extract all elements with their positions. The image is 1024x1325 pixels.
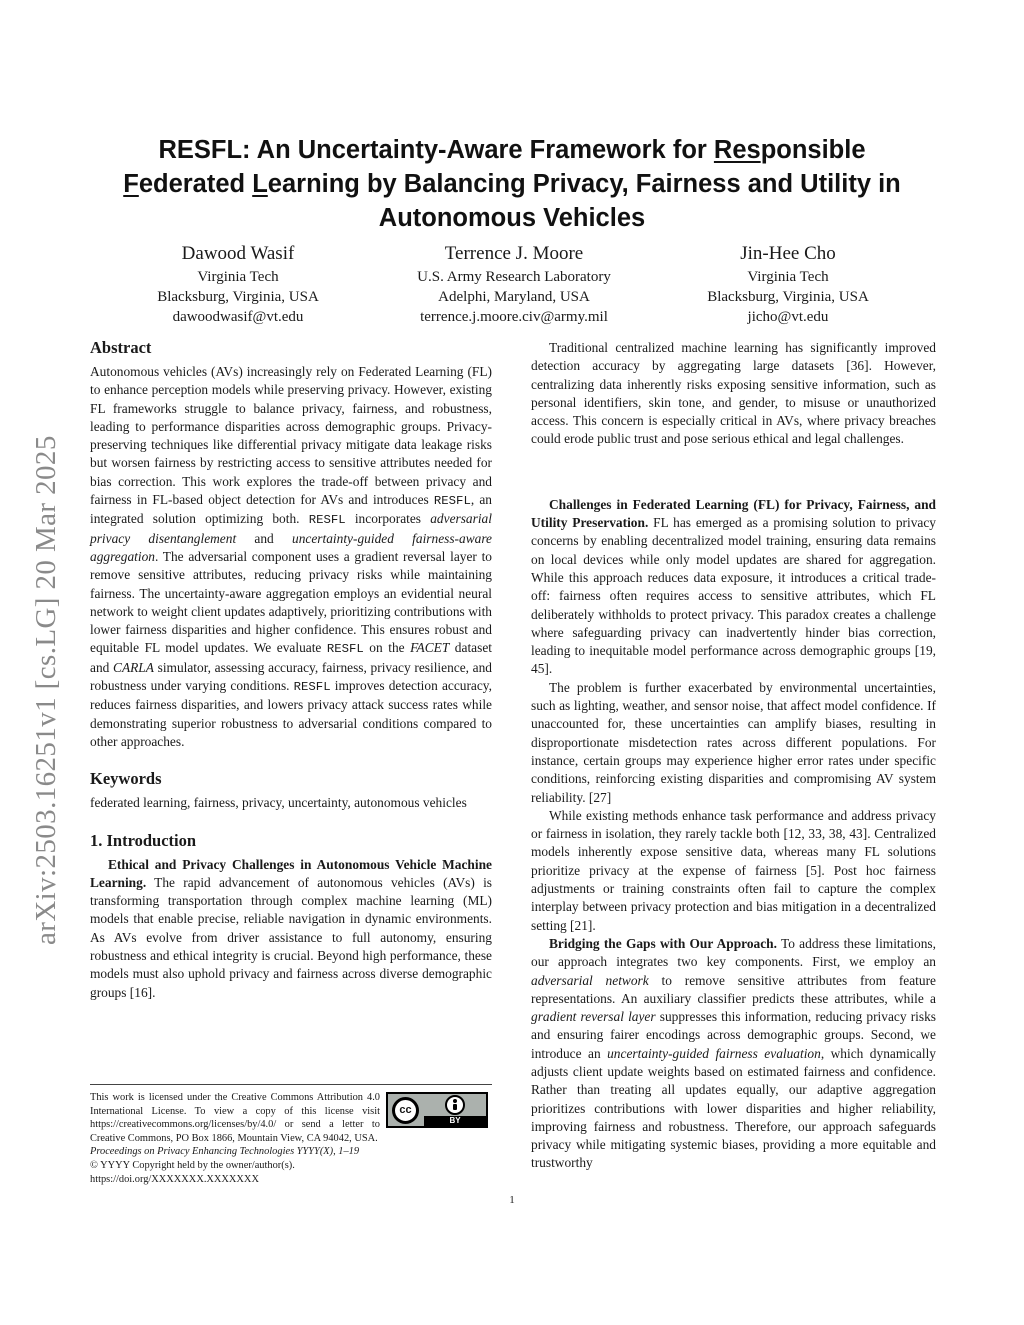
author-name: Jin-Hee Cho xyxy=(740,243,836,264)
author-location: Adelphi, Maryland, USA xyxy=(438,289,590,305)
left-column xyxy=(90,337,492,1002)
doi-link[interactable]: https://doi.org/XXXXXXX.XXXXXXX xyxy=(90,1173,259,1185)
arxiv-identifier: arXiv:2503.16251v1 [cs.LG] 20 Mar 2025 xyxy=(30,435,62,945)
abstract-heading: Abstract xyxy=(90,338,152,357)
author-affiliation: U.S. Army Research Laboratory xyxy=(417,269,611,285)
proceedings: Proceedings on Privacy Enhancing Technologies YYYY(X), 1–19 xyxy=(90,1146,360,1158)
abstract-text: Autonomous vehicles (AVs) increasingly rely on Federated Learning (FL) to enhance perception models while preserving privacy. However, existing FL frameworks struggle to balance privacy, fairness, and robustness, leading to performance disparities across demographic groups. Privacy-preserving techniques like differential privacy mitigate data leakage risks but worsen fairness by restricting access to sensitive attributes needed for bias correction. This work explores the trade-off between privacy and fairness in FL-based object detection for AVs and introduces RESFL, an integrated solution optimizing both. RESFL incorporates adversarial privacy disentanglement and uncertainty-guided fairness-aware aggregation. The adversarial component uses a gradient reversal layer to remove sensitive attributes, reducing privacy risks while maintaining fairness. The uncertainty-aware aggregation employs an evidential neural network to weight client updates adaptively, prioritizing contributions with lower fairness disparities and higher confidence. This ensures robust and equitable FL model updates. We evaluate RESFL on the FACET dataset and CARLA simulator, assessing accuracy, fairness, privacy resilience, and robustness under varying conditions. RESFL improves detection accuracy, reduces fairness disparities, and lowers privacy attack success rates while demonstrating superior robustness to adversarial conditions compared to other approaches. xyxy=(90,364,493,749)
author-name: Terrence J. Moore xyxy=(444,243,584,264)
copyright: © YYYY Copyright held by the owner/author(s). xyxy=(90,1159,295,1171)
author-block xyxy=(364,241,664,327)
author-location: Blacksburg, Virginia, USA xyxy=(707,289,869,305)
keywords-text: federated learning, fairness, privacy, uncertainty, autonomous vehicles xyxy=(90,795,467,811)
author-block xyxy=(88,241,388,327)
body-paragraph: While existing methods enhance task performance and address privacy or fairness in isolation, they rarely tackle both [12, 33, 38, 43]. Centralized models inherently expose sensitive data, whereas many FL solutions prioritize privacy at the expense of fairness [5]. Post hoc fairness adjustments or training constraints often fail to capture the complex interplay between privacy protection and bias mitigation in a decentralized setting [21]. xyxy=(531,807,936,933)
person-icon xyxy=(445,1095,465,1115)
author-name: Dawood Wasif xyxy=(181,243,295,264)
cc-by-badge-icon xyxy=(386,1092,488,1128)
body-paragraph: The problem is further exacerbated by environmental uncertainties, such as lighting, weather, and sensor noise, that affect model confidence. If unaccounted for, these uncertainties can amplify biases, resulting in disproportionate misdetection rates across different populations. For instance, certain groups may experience higher error rates under specific conditions, reinforcing existing disparities and compromising AV system reliability. [27] xyxy=(531,679,936,805)
author-affiliation: Virginia Tech xyxy=(747,269,829,285)
license-text: This work is licensed under the Creative Commons Attribution 4.0 International License. To view a copy of this license visit https://creativecommons.org/licenses/by/4.0/ or send a letter to Creative Commons, PO Box 1866, Mountain View, CA 94042, USA. xyxy=(90,1092,380,1144)
body-paragraph: Bridging the Gaps with Our Approach. To address these limitations, our approach integrates two key components. First, we employ an adversarial network to remove sensitive attributes from feature representations. An auxiliary classifier predicts these attributes, while a gradient reversal layer suppresses this information, reducing privacy risks and ensuring fairer encodings across demographic groups. Second, we introduce an uncertainty-guided fairness evaluation, which dynamically adjusts client update weights based on estimated fairness and confidence. Rather than treating all updates equally, our adaptive aggregation prioritizes contributions with lower disparities and higher reliability, improving fairness and robustness. Therefore, our approach safeguards privacy while mitigating systemic biases, providing a more equitable and trustworthy xyxy=(531,935,937,1171)
section-heading: 1. Introduction xyxy=(90,830,197,850)
paper-title: RESFL: An Uncertainty-Aware Framework for Responsible Federated Learning by Balancing Privacy, Fairness and Utility in Autonomous Vehicles xyxy=(123,136,901,232)
keywords-heading: Keywords xyxy=(90,769,162,789)
by-label: BY xyxy=(424,1116,486,1126)
author-affiliation: Virginia Tech xyxy=(197,269,279,285)
right-column xyxy=(531,339,936,1173)
page-number: 1 xyxy=(509,1194,515,1206)
author-email[interactable]: terrence.j.moore.civ@army.mil xyxy=(420,309,608,325)
author-block xyxy=(638,241,938,327)
license-footnote xyxy=(90,1084,492,1186)
intro-paragraph: Ethical and Privacy Challenges in Autonomous Vehicle Machine Learning. The rapid advancement of autonomous vehicles (AVs) is transforming transportation through complex machine learning (ML) models that enable precise, reliable navigation in dynamic environments. As AVs evolve from driver assistance to full autonomy, ensuring robustness and ethical integrity is crucial. Beyond high performance, these models must also uphold privacy and fairness across diverse demographic groups [16]. xyxy=(90,856,492,1000)
body-paragraph: Traditional centralized machine learning has significantly improved detection accuracy by aggregating large datasets [36]. However, centralizing data inherently risks exposing sensitive information, such as personal identifiers, skin tone, and gender, to misuse or unauthorized access. This concern is especially critical in AVs, where privacy breaches could erode public trust and pose serious ethical and legal challenges. xyxy=(531,340,936,447)
author-location: Blacksburg, Virginia, USA xyxy=(157,289,319,305)
author-email[interactable]: jicho@vt.edu xyxy=(747,309,829,325)
author-email[interactable]: dawoodwasif@vt.edu xyxy=(172,309,304,325)
body-paragraph: Challenges in Federated Learning (FL) for Privacy, Fairness, and Utility Preservation. FL has emerged as a promising solution to privacy concerns by enabling decentralized model training, ensuring data remains on local devices while only model updates are shared for aggregation. While this approach reduces data exposure, it introduces a critical trade-off: fairness often requires access to sensitive attributes, which FL deliberately withholds to protect privacy. This paradox creates a challenge where safeguarding privacy can inadvertently hinder bias correction, leading to inequitable model performance across demographic groups [19, 45]. xyxy=(531,496,936,677)
cc-icon: cc xyxy=(392,1097,419,1124)
